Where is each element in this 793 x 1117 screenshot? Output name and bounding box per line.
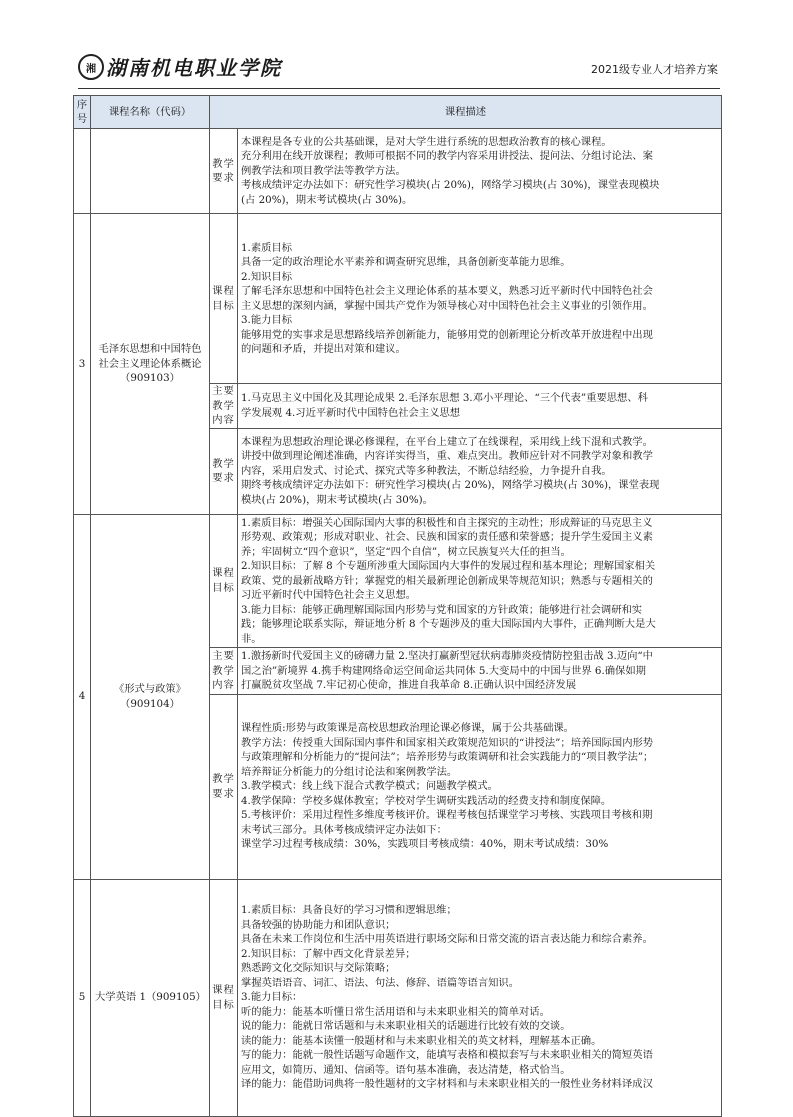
description-line: 打赢脱贫攻坚战 7.牢记初心使命，推进自我革命 8.正确认识中国经济发展 <box>241 679 577 691</box>
description-line: 养；牢固树立“四个意识”，坚定“四个自信”，树立民族复兴大任的担当。 <box>241 545 571 558</box>
description-line: 能够用党的实事求是思想路线培养创新能力，能够用党的创新理论分析改革开放进程中出现 <box>241 328 653 341</box>
table-row <box>74 214 722 384</box>
table-row <box>74 129 722 214</box>
description-line: 译的能力：能借助词典将一般性题材的文字材料和与未来职业相关的一般性业务材料译成汉 <box>241 1078 653 1091</box>
plan-title: 2021级专业人才培养方案 <box>591 63 718 76</box>
description-line: 讲授中做到理论阐述准确，内容详实得当，重、难点突出。教师应针对不同教学对象和教学 <box>241 450 653 463</box>
section-description <box>238 214 722 384</box>
section-label: 课程目标 <box>210 879 238 1116</box>
course-table <box>73 95 722 1117</box>
description-line: 读的能力：能基本读懂一般题材和与未来职业相关的英文材料，理解基本正确。 <box>241 1034 602 1047</box>
row-seq <box>74 129 91 214</box>
description-line: 习近平新时代中国特色社会主义思想。 <box>241 589 417 601</box>
section-description <box>238 648 722 695</box>
table-header-row <box>74 96 722 129</box>
section-label: 教学要求 <box>210 129 238 214</box>
description-line: 考核成绩评定办法如下：研究性学习模块(占 20%)，网络学习模块(占 30%)，课堂表现模块 <box>241 179 660 192</box>
section-label: 课程目标 <box>210 214 238 384</box>
description-line: 本课程是各专业的公共基础课，是对大学生进行系统的思想政治教育的核心课程。 <box>241 135 612 148</box>
description-line: 2.知识目标：了解 8 个专题所涉重大国际国内大事件的发展过程和基本理论；理解国家相关 <box>241 560 656 572</box>
section-description <box>238 384 722 429</box>
description-line: 具备一定的政治理论水平素养和调查研究思维，具备创新变革能力思维。 <box>241 256 571 268</box>
description-line: 非。 <box>241 632 262 645</box>
description-line: (占 20%)，期末考试模块(占 30%)。 <box>241 193 413 206</box>
section-label: 主要教学内容 <box>210 648 238 695</box>
description-line: 熟悉跨文化交际知识与交际策略； <box>241 962 396 975</box>
school-name: 湖南机电职业学院 <box>106 56 282 80</box>
description-line: 具备在未来工作岗位和生活中用英语进行职场交际和日常交流的语言表达能力和综合素养。 <box>241 933 653 946</box>
description-line: 具备较强的协助能力和团队意识； <box>241 918 396 931</box>
description-line: 5.考核评价：采用过程性多维度考核评价。课程考核包括课堂学习考核、实践项目考核和期 <box>241 809 653 822</box>
header-course-desc: 课程描述 <box>210 96 722 129</box>
description-line: 内容，采用启发式、讨论式、探究式等多种教法，不断总结经验，力争提升自我。 <box>241 464 612 477</box>
table-row <box>74 514 722 648</box>
section-description <box>238 879 722 1116</box>
section-label: 主要教学内容 <box>210 384 238 429</box>
description-line: 3.能力目标 <box>241 314 293 326</box>
description-line: 践；能够理论联系实际，辩证地分析 8 个专题涉及的重大国际国内大事件，正确判断大是大 <box>241 618 656 630</box>
school-logo-icon <box>78 54 104 80</box>
description-line: 培养辩证分析能力的分组讨论法和案例教学法。 <box>241 765 458 778</box>
description-line: 写的能力：能就一般性话题写命题作文，能填写表格和模拟套写与未来职业相关的简短英语 <box>241 1049 653 1062</box>
description-line: 3.教学模式：线上线下混合式教学模式；问题教学模式。 <box>241 780 498 793</box>
section-label: 课程目标 <box>210 514 238 648</box>
table-row <box>74 879 722 1116</box>
description-line: 2.知识目标：了解中西文化背景差异； <box>241 947 416 960</box>
course-name: 《形式与政策》（909104） <box>91 514 210 879</box>
description-line: 期终考核成绩评定办法如下：研究性学习模块(占 20%)，网络学习模块(占 30%)，课堂表现 <box>241 479 660 492</box>
description-line: 课堂学习过程考核成绩：30%，实践项目考核成绩：40%，期末考试成绩：30% <box>241 838 609 851</box>
description-line: 政策、党的最新战略方针；掌握党的相关最新理论创新成果等规范知识；熟悉与专题相关的 <box>241 574 653 587</box>
row-seq: 4 <box>74 514 91 879</box>
description-line: 说的能力：能就日常话题和与未来职业相关的话题进行比较有效的交谈。 <box>241 1020 571 1033</box>
description-line: 应用文，如简历、通知、信函等。语句基本准确，表达清楚，格式恰当。 <box>241 1063 571 1076</box>
course-name: 大学英语 1（909105） <box>91 879 210 1116</box>
description-line: 3.能力目标：能够正确理解国际国内形势与党和国家的方针政策；能够进行社会调研和实 <box>241 603 643 616</box>
description-line: 与政策理解和分析能力的“提问法”；培养形势与政策调研和社会实践能力的“项目教学法”； <box>241 751 654 764</box>
description-line: 2.知识目标 <box>241 270 293 283</box>
section-description <box>238 514 722 648</box>
logo-text: 湘 <box>86 63 96 75</box>
description-line: 1.马克思主义中国化及其理论成果 2.毛泽东思想 3.邓小平理论、“三个代表”重要思想、科 <box>241 392 648 405</box>
description-line: 国之治”新境界 4.携手构建网络命运空间命运共同体 5.大变局中的中国与世界 6.确保如期 <box>241 664 646 677</box>
description-line: 例教学法和项目教学法等教学方法。 <box>241 164 406 177</box>
header-course-name: 课程名称（代码） <box>91 96 210 129</box>
description-line: 课程性质:形势与政策课是高校思想政治理论课必修课，属于公共基础课。 <box>241 722 574 735</box>
section-description <box>238 428 722 514</box>
description-line: 充分利用在线开放课程；教师可根据不同的教学内容采用讲授法、提问法、分组讨论法、案 <box>241 150 653 163</box>
section-label: 教学要求 <box>210 428 238 514</box>
description-line: 听的能力：能基本听懂日常生活用语和与未来职业相关的简单对话。 <box>241 1005 550 1018</box>
description-line: 1.素质目标 <box>241 241 293 254</box>
description-line: 掌握英语语音、词汇、语法、句法、修辞、语篇等语言知识。 <box>241 976 520 989</box>
section-label: 教学要求 <box>210 694 238 879</box>
description-line: 1.素质目标：增强关心国际国内大事的积极性和自主探究的主动性；形成辩证的马克思主义 <box>241 516 653 529</box>
description-line: 1.素质目标：具备良好的学习习惯和逻辑思维； <box>241 904 457 917</box>
section-description <box>238 129 722 214</box>
row-seq: 3 <box>74 214 91 515</box>
description-line: 4.教学保障：学校多媒体教室；学校对学生调研实践活动的经费支持和制度保障。 <box>241 794 612 807</box>
description-line: 的问题和矛盾，并提出对策和建议。 <box>241 343 406 355</box>
description-line: 主义思想的深刻内涵，掌握中国共产党作为领导核心对中国特色社会主义事业的引领作用。 <box>241 299 653 312</box>
row-seq: 5 <box>74 879 91 1116</box>
page-header <box>78 56 720 89</box>
description-line: 学发展观 4.习近平新时代中国特色社会主义思想 <box>241 406 461 419</box>
header-seq: 序号 <box>74 96 91 129</box>
description-line: 1.激扬新时代爱国主义的磅礴力量 2.坚决打赢新型冠状病毒肺炎疫情防控狙击战 3.迈向“中 <box>241 650 653 662</box>
section-description <box>238 694 722 879</box>
table-body <box>74 129 722 1117</box>
description-line: 3.能力目标： <box>241 991 303 1004</box>
course-name <box>91 129 210 214</box>
description-line: 末考试三部分。具体考核成绩评定办法如下： <box>241 823 447 836</box>
description-line: 形势观、政策观；形成对职业、社会、民族和国家的责任感和荣誉感；提升学生爱国主义素 <box>241 531 653 543</box>
description-line: 教学方法：传授重大国际国内事件和国家相关政策规范知识的“讲授法”；培养国际国内形势 <box>241 736 654 749</box>
course-name: 毛泽东思想和中国特色 社会主义理论体系概论（909103） <box>91 214 210 515</box>
description-line: 本课程为思想政治理论课必修课程，在平台上建立了在线课程，采用线上线下混和式教学。 <box>241 435 653 448</box>
description-line: 了解毛泽东思想和中国特色社会主义理论体系的基本要义，熟悉习近平新时代中国特色社会 <box>241 285 653 297</box>
description-line: 模块(占 20%)，期末考试模块(占 30%)。 <box>241 493 433 506</box>
